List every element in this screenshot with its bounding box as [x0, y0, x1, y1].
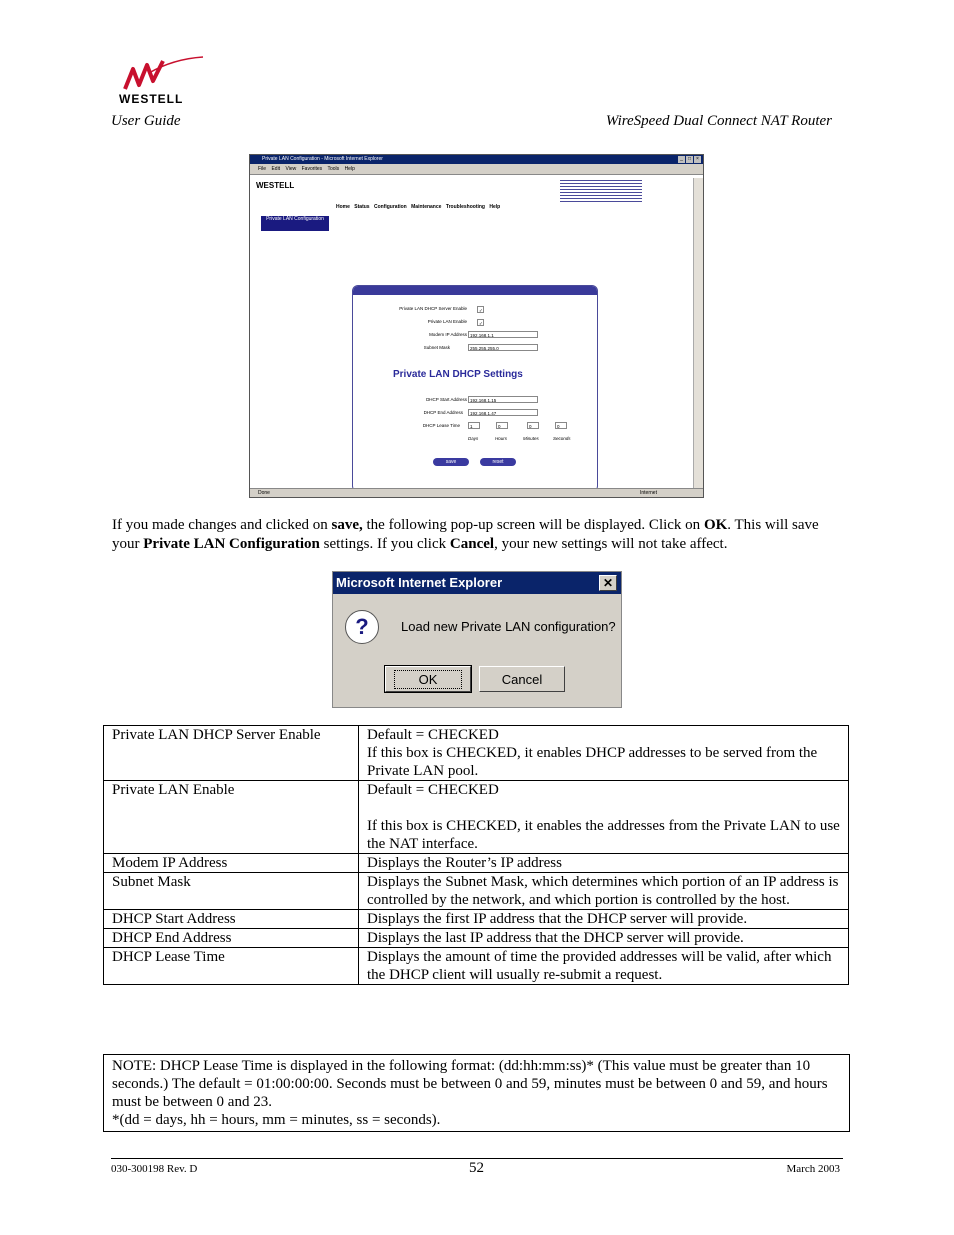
- table-value: Displays the amount of time the provided addresses will be valid, after which the DHCP client will usually re-submit a request.: [359, 948, 849, 985]
- table-key: Private LAN DHCP Server Enable: [104, 726, 359, 781]
- minimize-icon[interactable]: _: [678, 156, 685, 163]
- confirm-dialog: [332, 571, 622, 708]
- menu-help[interactable]: Help: [344, 166, 355, 172]
- table-key: DHCP End Address: [104, 929, 359, 948]
- header-right: WireSpeed Dual Connect NAT Router: [605, 113, 832, 129]
- decorative-stripes: [560, 180, 642, 204]
- note-text: NOTE: DHCP Lease Time is displayed in the following format: (dd:hh:mm:ss)* (This value must be greater than 10 seconds.) The default = 01:00:00:00. Seconds must be between 0 and 59, minutes must be between 0 and 59, and hours must be between 0 and 23.: [112, 1058, 828, 1110]
- table-value: Default = CHECKED If this box is CHECKED, it enables DHCP addresses to be served from the Private LAN pool.: [359, 726, 849, 781]
- dhcp-end-input[interactable]: 192.168.1.47: [468, 409, 538, 416]
- browser-statusbar: [250, 488, 703, 497]
- dialog-close-icon[interactable]: ✕: [599, 575, 617, 591]
- note-legend: *(dd = days, hh = hours, mm = minutes, ss = seconds).: [112, 1112, 441, 1128]
- menu-favorites[interactable]: Favorites: [301, 166, 323, 172]
- table-key: Modem IP Address: [104, 854, 359, 873]
- menu-view[interactable]: View: [285, 166, 297, 172]
- table-row: [104, 854, 849, 873]
- browser-menubar: [250, 164, 703, 175]
- sidebar-item-private-lan[interactable]: Private LAN Configuration: [261, 216, 329, 231]
- menu-edit[interactable]: Edit: [271, 166, 281, 172]
- nav-help[interactable]: Help: [489, 204, 501, 210]
- table-value: Default = CHECKED If this box is CHECKED, it enables the addresses from the Private LAN to use the NAT interface.: [359, 781, 849, 854]
- table-row: [104, 873, 849, 910]
- dhcp-settings-heading: Private LAN DHCP Settings: [393, 369, 523, 380]
- menu-tools[interactable]: Tools: [327, 166, 340, 172]
- table-row: [104, 726, 849, 781]
- unit-seconds: Seconds: [553, 436, 571, 441]
- router-logo: WESTELL: [256, 181, 295, 190]
- table-value: Displays the first IP address that the DHCP server will provide.: [359, 910, 849, 929]
- reset-button[interactable]: reset: [480, 458, 516, 466]
- instruction-paragraph: If you made changes and clicked on save, the following pop-up screen will be displayed. Click on OK. This will save your Private LAN Configuration settings. If you click Cancel, your new settings will not take affect.: [112, 517, 819, 552]
- unit-days: Days: [468, 436, 479, 441]
- subnet-mask-label: Subnet Mask: [423, 345, 450, 350]
- dhcp-start-input[interactable]: 192.168.1.15: [468, 396, 538, 403]
- browser-screenshot: [249, 154, 704, 498]
- nav-troubleshooting[interactable]: Troubleshooting: [445, 204, 485, 210]
- westell-logo: [113, 55, 205, 107]
- footer-doc-number: 030-300198 Rev. D: [111, 1163, 198, 1175]
- subnet-mask-input[interactable]: 255.255.255.0: [468, 344, 538, 351]
- nav-status[interactable]: Status: [354, 204, 370, 210]
- menu-file[interactable]: File: [258, 166, 267, 172]
- lease-days-input[interactable]: 1: [468, 422, 480, 429]
- dhcp-end-label: DHCP End Address: [423, 410, 463, 415]
- close-icon[interactable]: ×: [694, 156, 701, 163]
- dhcp-server-enable-checkbox[interactable]: ✓: [479, 308, 483, 313]
- footer-rule: [111, 1158, 843, 1159]
- footer-page-number: 52: [469, 1160, 484, 1176]
- table-value: Displays the Subnet Mask, which determines which portion of an IP address is controlled by the network, and which portion is controlled by the host.: [359, 873, 849, 910]
- save-button[interactable]: save: [433, 458, 469, 466]
- dialog-title: Microsoft Internet Explorer: [336, 575, 503, 590]
- browser-title: Private LAN Configuration - Microsoft Internet Explorer: [262, 156, 383, 162]
- unit-hours: Hours: [495, 436, 508, 441]
- browser-titlebar: [250, 155, 703, 164]
- lan-enable-checkbox[interactable]: ✓: [479, 321, 483, 326]
- table-row: [104, 781, 849, 854]
- lease-seconds-input[interactable]: 0: [555, 422, 567, 429]
- lan-enable-label: Private LAN Enable: [427, 319, 467, 324]
- table-key: DHCP Lease Time: [104, 948, 359, 985]
- table-row: [104, 929, 849, 948]
- nav-configuration[interactable]: Configuration: [373, 204, 407, 210]
- nav-maintenance[interactable]: Maintenance: [411, 204, 442, 210]
- header-left: User Guide: [111, 113, 181, 129]
- table-row: [104, 948, 849, 985]
- status-done: Done: [258, 490, 270, 496]
- dialog-message: Load new Private LAN configuration?: [401, 619, 616, 634]
- brand-name: WESTELL: [119, 92, 184, 106]
- browser-scrollbar[interactable]: [693, 178, 703, 488]
- lease-minutes-input[interactable]: 0: [527, 422, 539, 429]
- table-value: Displays the Router’s IP address: [359, 854, 849, 873]
- dhcp-server-enable-label: Private LAN DHCP Server Enable: [399, 306, 467, 311]
- field-definitions-table: [103, 725, 849, 985]
- dhcp-start-label: DHCP Start Address: [426, 397, 467, 402]
- ok-label: OK: [394, 670, 463, 689]
- dhcp-lease-label: DHCP Lease Time: [422, 423, 460, 428]
- nav-home[interactable]: Home: [336, 204, 350, 210]
- status-zone: Internet: [640, 490, 657, 496]
- modem-ip-label: Modem IP Address: [429, 332, 467, 337]
- cancel-button[interactable]: Cancel: [479, 666, 565, 692]
- table-key: Private LAN Enable: [104, 781, 359, 854]
- dialog-titlebar: [333, 572, 621, 594]
- modem-ip-input[interactable]: 192.168.1.1: [468, 331, 538, 338]
- unit-minutes: Minutes: [523, 436, 539, 441]
- footer-date: March 2003: [786, 1163, 840, 1175]
- table-key: Subnet Mask: [104, 873, 359, 910]
- router-nav: [336, 204, 500, 210]
- ok-button[interactable]: [385, 666, 471, 692]
- maximize-icon[interactable]: □: [687, 156, 692, 162]
- note-box: [103, 1054, 850, 1132]
- dhcp-settings-panel: [352, 285, 598, 492]
- table-value: Displays the last IP address that the DHCP server will provide.: [359, 929, 849, 948]
- lease-hours-input[interactable]: 0: [496, 422, 508, 429]
- table-key: DHCP Start Address: [104, 910, 359, 929]
- westell-swoosh-icon: [113, 55, 205, 95]
- question-icon: ?: [345, 610, 379, 644]
- table-row: [104, 910, 849, 929]
